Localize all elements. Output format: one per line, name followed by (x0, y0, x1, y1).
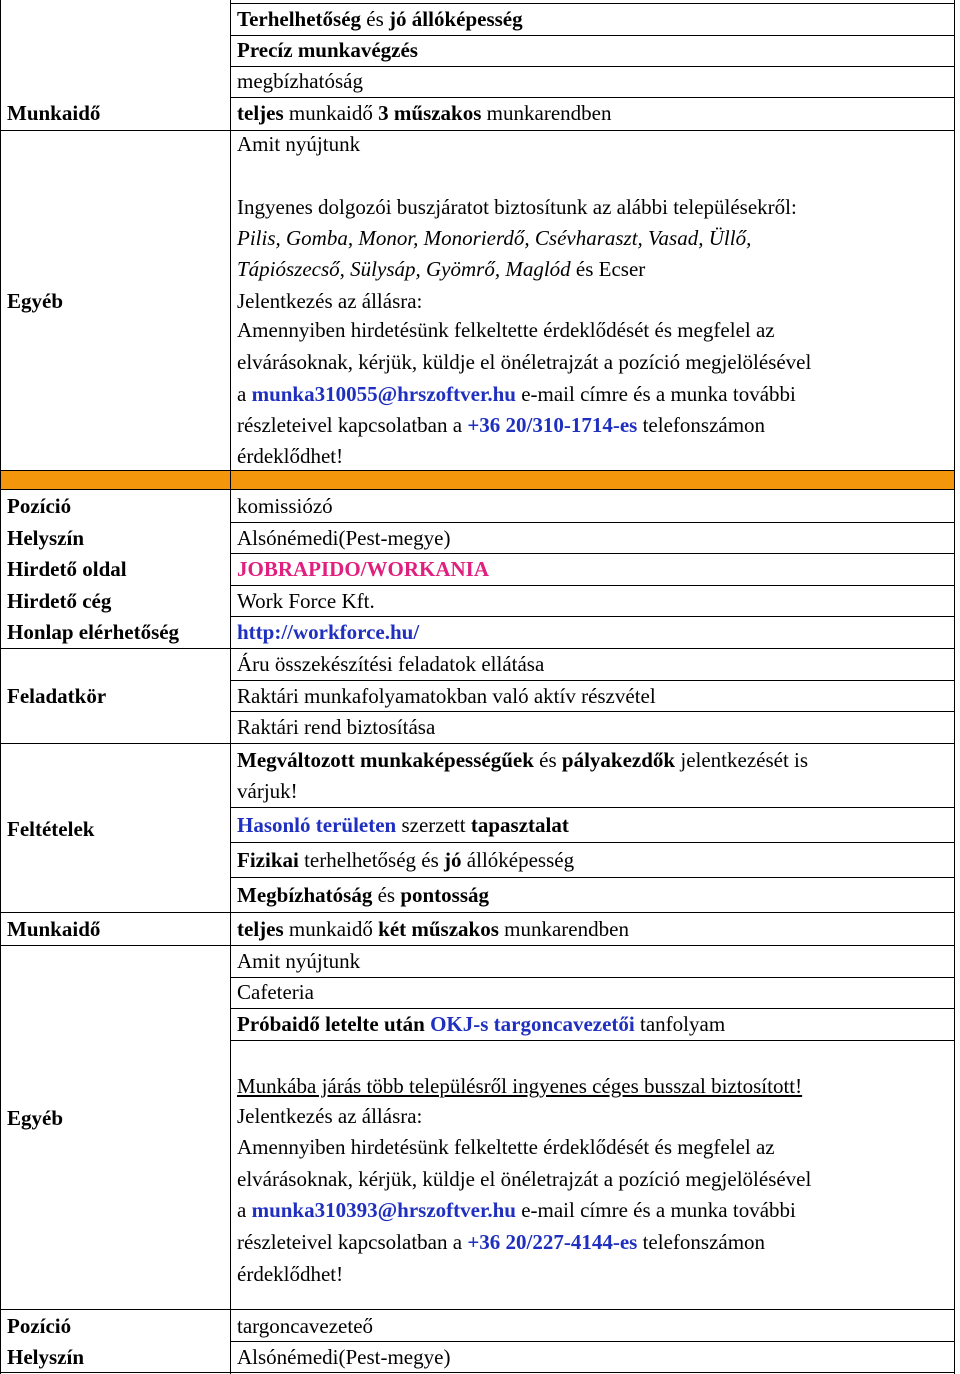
apply-text: Amennyiben hirdetésünk felkeltette érdeklődését és megfelel az (237, 1135, 775, 1159)
pozicio-value: komissiózó (237, 494, 333, 518)
apply-text: elvárásoknak, kérjük, küldje el önéletrajzát a pozíció megjelölésével (237, 350, 812, 374)
hirdeto-oldal-value: JOBRAPIDO/WORKANIA (237, 557, 490, 581)
condition-line: Fizikai terhelhetőség és jó állóképesség (237, 848, 575, 872)
pozicio-label: Pozíció (7, 1314, 72, 1338)
hirdeto-ceg-value: Work Force Kft. (237, 589, 375, 613)
condition-line: várjuk! (237, 779, 298, 803)
apply-text: elvárásoknak, kérjük, küldje el önéletrajzát a pozíció megjelölésével (237, 1167, 812, 1191)
column-divider (230, 0, 231, 1374)
hirdeto-ceg-label: Hirdető cég (7, 589, 112, 613)
row-line (0, 743, 955, 744)
apply-text: érdeklődhet! (237, 1262, 344, 1286)
helyszin-value: Alsónémedi(Pest-megye) (237, 1345, 451, 1369)
apply-text: Amennyiben hirdetésünk felkeltette érdeklődését és megfelel az (237, 318, 775, 342)
separator-bar (231, 471, 954, 489)
munkaido-label: Munkaidő (7, 101, 101, 125)
munkaido-label: Munkaidő (7, 917, 101, 941)
row-line (230, 977, 955, 978)
email-link[interactable]: munka310393@hrszoftver.hu (251, 1198, 516, 1222)
bus-info: Ingyenes dolgozói buszjáratot biztosítunk az alábbi településekről: (237, 195, 797, 219)
offer-item: Cafeteria (237, 980, 314, 1004)
towns-line: Tápiószecső, Sülysáp, Gyömrő, Maglód és Ecser (237, 257, 646, 281)
feltetelek-label: Feltételek (7, 817, 95, 841)
hirdeto-oldal-label: Hirdető oldal (7, 557, 127, 581)
phone-number[interactable]: +36 20/310-1714-es (467, 413, 638, 437)
apply-text: érdeklődhet! (237, 444, 344, 468)
apply-heading: Jelentkezés az állásra: (237, 1104, 423, 1128)
row-line (0, 489, 955, 490)
row-line (0, 130, 955, 131)
condition-line: Megbízhatóság és pontosság (237, 883, 490, 907)
honlap-label: Honlap elérhetőség (7, 620, 180, 644)
table-border-right (954, 0, 955, 1374)
offer-heading: Amit nyújtunk (237, 132, 361, 156)
condition-line: Megváltozott munkaképességűek és pályakezdők jelentkezését is (237, 748, 809, 772)
requirement-line: megbízhatóság (237, 69, 363, 93)
row-line (230, 807, 955, 808)
condition-line: Hasonló területen szerzett tapasztalat (237, 813, 569, 837)
shift-line: teljes munkaidő két műszakos munkarendben (237, 917, 629, 941)
helyszin-label: Helyszín (7, 526, 84, 550)
offer-heading: Amit nyújtunk (237, 949, 361, 973)
phone-number[interactable]: +36 20/227-4144-es (467, 1230, 638, 1254)
apply-text: a munka310055@hrszoftver.hu e-mail címre és a munka további (237, 382, 796, 406)
row-line (230, 842, 955, 843)
row-line (0, 1372, 955, 1373)
task-item: Raktári rend biztosítása (237, 715, 436, 739)
row-line (230, 1040, 955, 1041)
row-line (0, 945, 955, 946)
task-item: Raktári munkafolyamatokban való aktív részvétel (237, 684, 656, 708)
apply-text: részleteivel kapcsolatban a +36 20/227-4144-es telefonszámon (237, 1230, 766, 1254)
offer-item: Próbaidő letelte után OKJ-s targoncavezetői tanfolyam (237, 1012, 726, 1036)
apply-text: részleteivel kapcsolatban a +36 20/310-1714-es telefonszámon (237, 413, 766, 437)
feladatkor-label: Feladatkör (7, 684, 107, 708)
towns-line: Pilis, Gomba, Monor, Monorierdő, Csévharaszt, Vasad, Üllő, (237, 226, 752, 250)
pozicio-label: Pozíció (7, 494, 72, 518)
requirement-line: Precíz munkavégzés (237, 38, 418, 62)
separator-bar (1, 471, 230, 489)
helyszin-label: Helyszín (7, 1345, 84, 1369)
helyszin-value: Alsónémedi(Pest-megye) (237, 526, 451, 550)
egyeb-label: Egyéb (7, 289, 64, 313)
shift-line: teljes munkaidő 3 műszakos munkarendben (237, 101, 612, 125)
task-item: Áru összekészítési feladatok ellátása (237, 652, 545, 676)
apply-text: a munka310393@hrszoftver.hu e-mail címre és a munka további (237, 1198, 796, 1222)
requirement-line: Terhelhetőség és jó állóképesség (237, 7, 523, 31)
row-line (230, 877, 955, 878)
email-link[interactable]: munka310055@hrszoftver.hu (251, 382, 516, 406)
row-line (0, 1309, 955, 1310)
table-border-left (0, 0, 1, 1374)
honlap-link[interactable]: http://workforce.hu/ (237, 620, 420, 644)
pozicio-value: targoncavezeteő (237, 1314, 374, 1338)
bus-info: Munkába járás több településről ingyenes céges busszal biztosított! (237, 1074, 803, 1098)
egyeb-label: Egyéb (7, 1106, 64, 1130)
row-line (0, 912, 955, 913)
apply-heading: Jelentkezés az állásra: (237, 289, 423, 313)
